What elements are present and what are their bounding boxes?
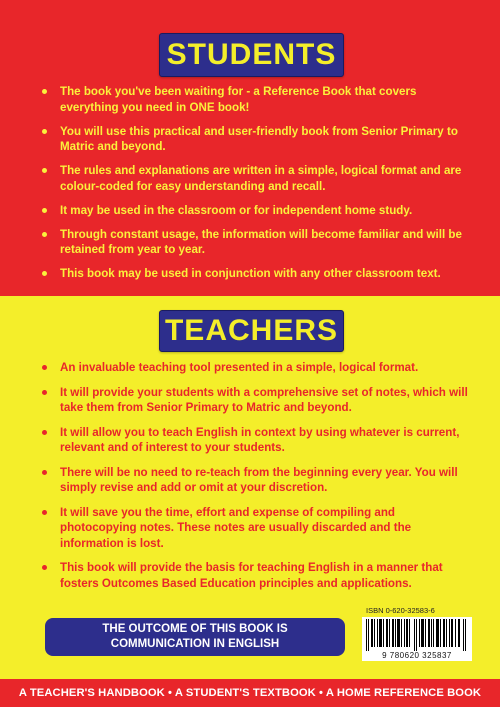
bullet-dot-icon	[42, 365, 47, 370]
bullet-dot-icon	[42, 470, 47, 475]
footer-bar	[0, 679, 500, 707]
students-bullet-item: Through constant usage, the information will become familiar and will be retained from year to year.	[42, 227, 470, 258]
teachers-bullet-list	[42, 360, 470, 600]
bullet-dot-icon	[42, 430, 47, 435]
barcode	[362, 617, 472, 661]
bullet-dot-icon	[42, 390, 47, 395]
students-heading-box	[159, 33, 344, 77]
students-bullet-item: The rules and explanations are written in a simple, logical format and are colour-coded for easy understanding and recall.	[42, 163, 470, 194]
barcode-number: 9 780620 325837	[382, 651, 452, 660]
bullet-dot-icon	[42, 510, 47, 515]
students-bullet-item: It may be used in the classroom or for independent home study.	[42, 203, 470, 219]
teachers-bullet-item: It will allow you to teach English in context by using whatever is current, relevant and of interest to your students.	[42, 425, 470, 456]
footer-text: A TEACHER'S HANDBOOK • A STUDENT'S TEXTBOOK • A HOME REFERENCE BOOK	[18, 687, 482, 699]
teachers-bullet-item: An invaluable teaching tool presented in a simple, logical format.	[42, 360, 470, 376]
students-bullet-item: The book you've been waiting for - a Reference Book that covers everything you need in ONE book!	[42, 84, 470, 115]
outcome-banner	[45, 618, 345, 656]
teachers-heading: TEACHERS	[164, 314, 338, 347]
students-bullet-item: This book may be used in conjunction with any other classroom text.	[42, 266, 470, 282]
teachers-bullet-item: This book will provide the basis for teaching English in a manner that fosters Outcomes Based Education principles and applications.	[42, 560, 470, 591]
bullet-dot-icon	[42, 168, 47, 173]
teachers-bullet-item: There will be no need to re-teach from the beginning every year. You will simply revise and add or omit at your discretion.	[42, 465, 470, 496]
barcode-icon	[366, 619, 468, 651]
teachers-bullet-item: It will provide your students with a comprehensive set of notes, which will take them from Senior Primary to Matric and beyond.	[42, 385, 470, 416]
bullet-dot-icon	[42, 565, 47, 570]
teachers-heading-box	[159, 310, 344, 352]
outcome-line-1: THE OUTCOME OF THIS BOOK IS	[102, 623, 288, 635]
students-bullet-list	[42, 84, 470, 290]
students-bullet-item: You will use this practical and user-friendly book from Senior Primary to Matric and beyond.	[42, 124, 470, 155]
bullet-dot-icon	[42, 129, 47, 134]
bullet-dot-icon	[42, 89, 47, 94]
students-heading: STUDENTS	[166, 38, 337, 71]
teachers-bullet-item: It will save you the time, effort and expense of compiling and photocopying notes. These notes are usually discarded and the information is lost.	[42, 505, 470, 552]
bullet-dot-icon	[42, 232, 47, 237]
outcome-line-2: COMMUNICATION IN ENGLISH	[110, 638, 280, 650]
students-section	[0, 0, 500, 296]
bullet-dot-icon	[42, 208, 47, 213]
isbn-label: ISBN 0-620-32583-6	[366, 606, 435, 615]
bullet-dot-icon	[42, 271, 47, 276]
